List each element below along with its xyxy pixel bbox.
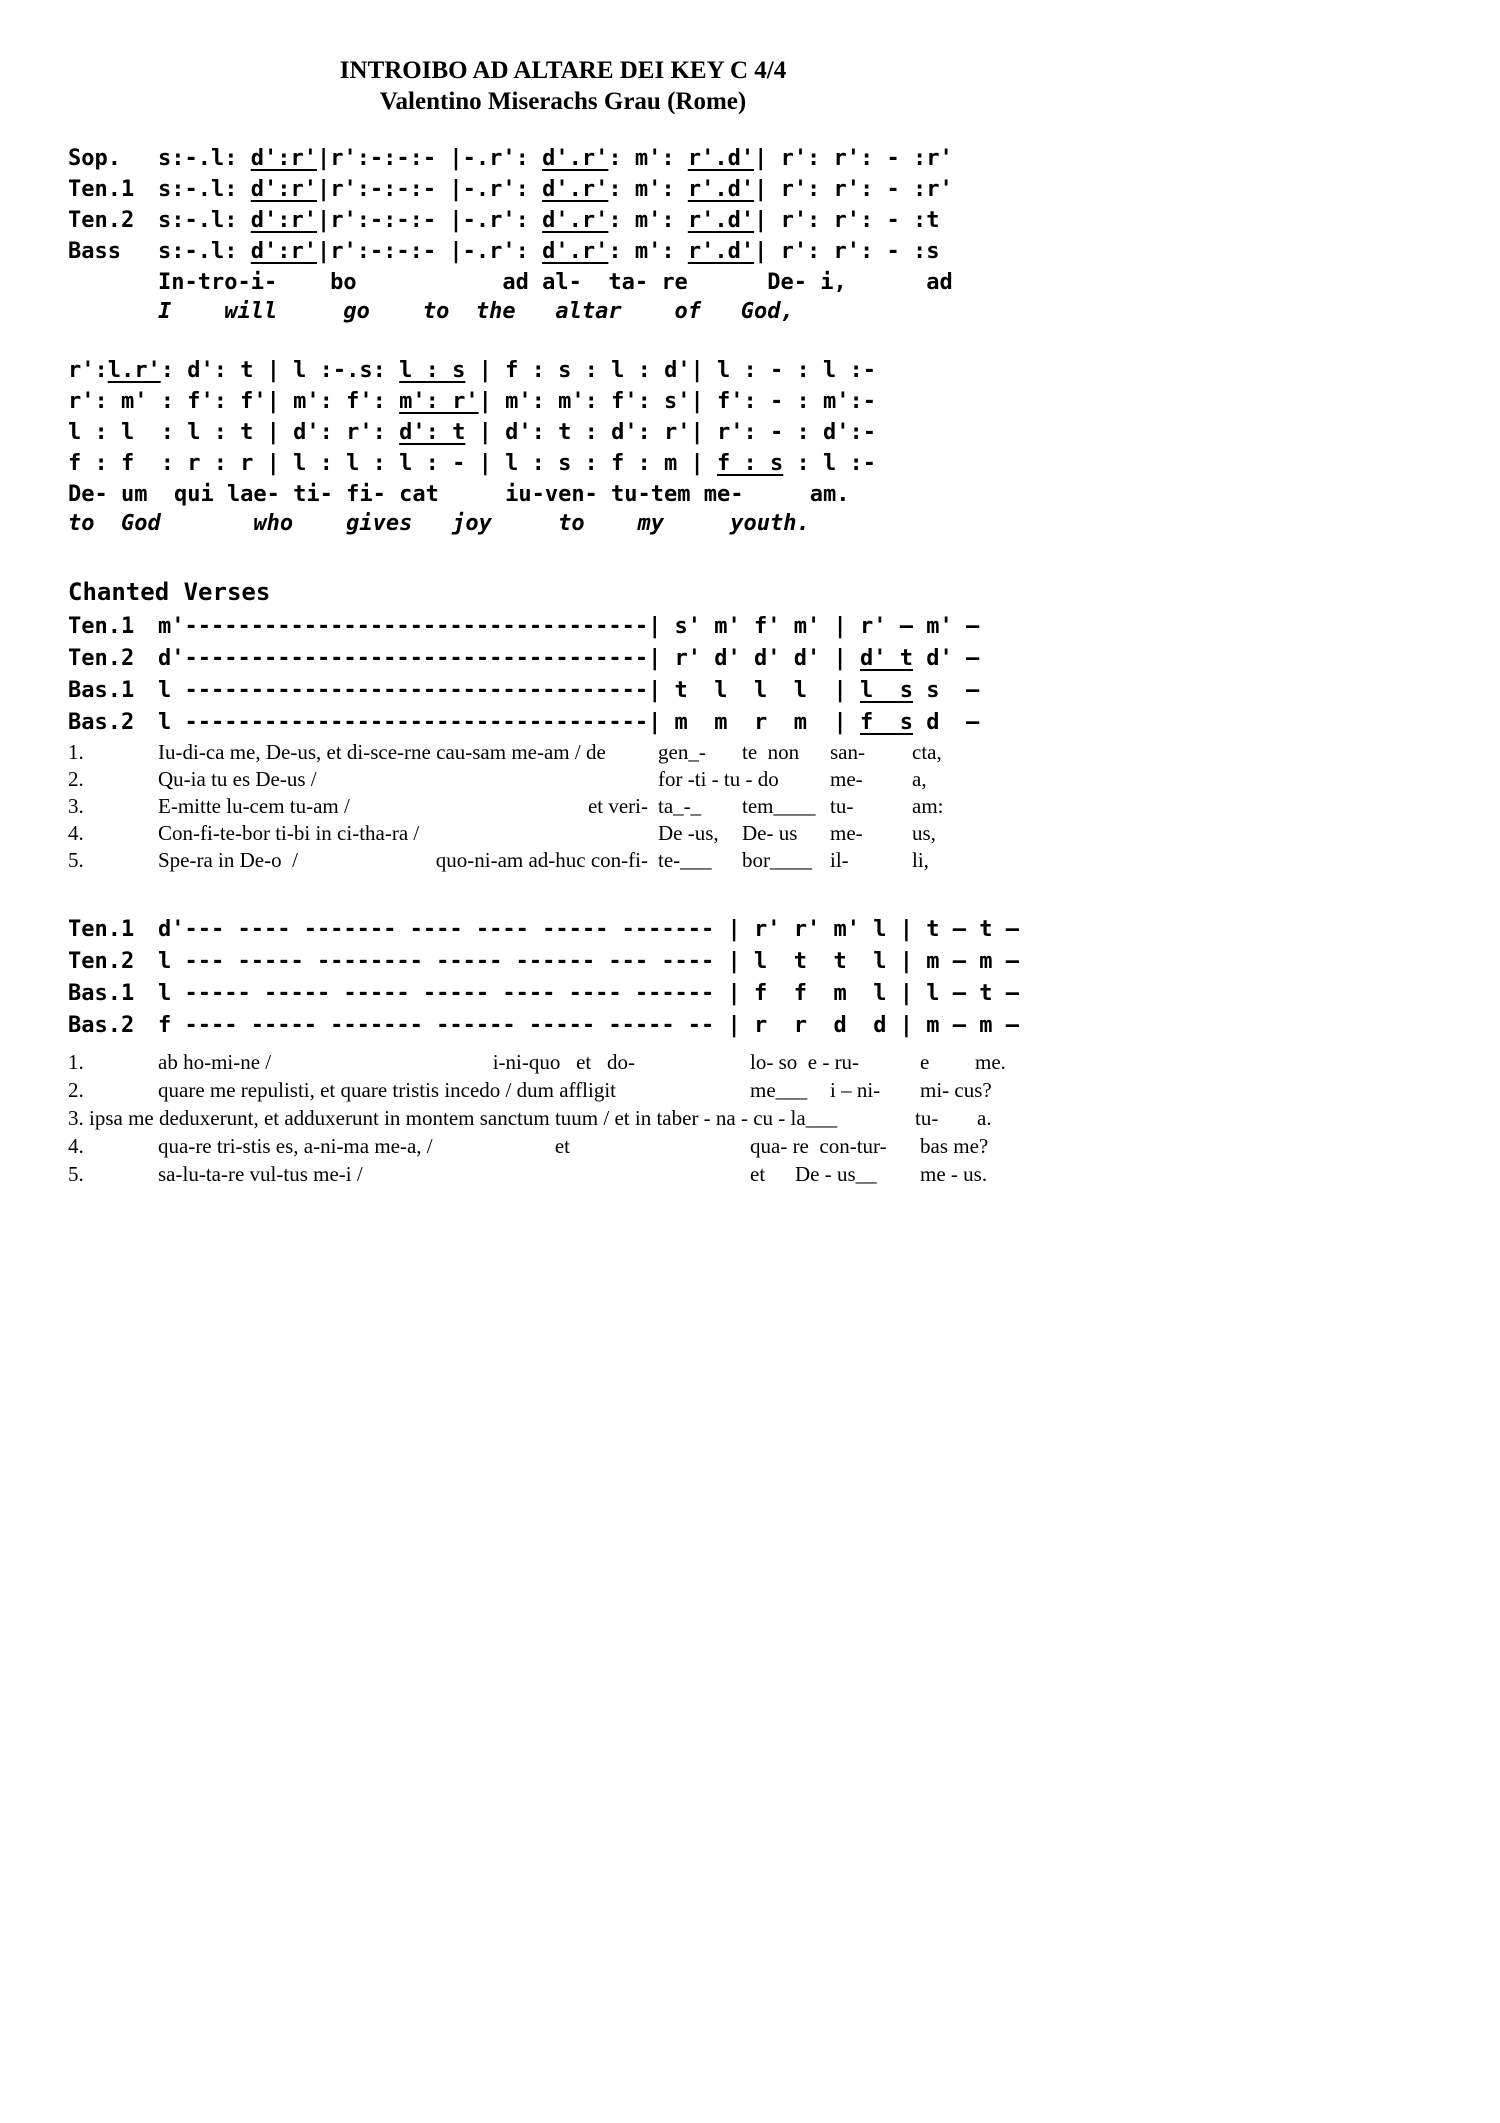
verse-col: te non — [742, 740, 800, 764]
verse-col: san- — [830, 740, 865, 764]
verse-text: E-mitte lu-cem tu-am / — [158, 794, 350, 818]
chant-system-1 — [68, 611, 1120, 739]
verse-row — [68, 1132, 1008, 1160]
translation-line-english: I will go to the altar of God, — [158, 299, 794, 324]
verse-mid-text: et — [554, 1134, 570, 1158]
verse-col: tem____ — [742, 794, 816, 818]
verse-col: li, — [912, 848, 929, 872]
notation-system-1 — [68, 143, 1120, 325]
notation-text: r':l.r': d': t | l :-.s: l : s | f : s : l : d'| l : - : l :- — [68, 358, 876, 383]
verse-text-area — [158, 820, 658, 847]
verse-col: bor____ — [742, 848, 812, 872]
voice-label-bas1: Bas.1 — [68, 678, 135, 703]
verse-text-area — [158, 1132, 750, 1160]
verse-text: quare me repulisti, et quare tristis incedo / dum affligit — [158, 1078, 616, 1102]
voice-label-ten1: Ten.1 — [68, 177, 135, 202]
notation-line-ten2 — [68, 417, 1120, 448]
chant-notation-text: d'-----------------------------------| r' d' d' d' | d' t d' – — [158, 646, 980, 671]
translation-line-english: to God who gives joy to my youth. — [68, 511, 810, 536]
verse-list-2 — [68, 1048, 1120, 1188]
notation-line-sop — [68, 355, 1120, 386]
verse-number: 4. — [68, 1134, 84, 1158]
verse-number: 1. — [68, 1050, 84, 1074]
chant-notation-text: l ----- ----- ----- ----- ---- ---- ------ | f f m l | l – t – — [158, 981, 1019, 1006]
verse-text: qua-re tri-stis es, a-ni-ma me-a, / — [158, 1134, 433, 1158]
notation-text: r': m' : f': f'| m': f': m': r'| m': m': f': s'| f': - : m':- — [68, 389, 876, 414]
verse-col: il- — [830, 848, 849, 872]
verse-col: tu- — [830, 794, 854, 818]
verse-col: ta_-_ — [658, 794, 702, 818]
verse-row — [68, 1076, 1008, 1104]
voice-label-bas2: Bas.2 — [68, 1013, 135, 1038]
verse-row — [68, 847, 1008, 874]
voice-label-bass: Bass — [68, 239, 121, 264]
verse-text-area — [158, 1048, 750, 1076]
verse-text-area — [158, 1160, 750, 1188]
notation-text: s:-.l: d':r'|r':-:-:- |-.r': d'.r': m': r'.d'| r': r': - :r' — [158, 177, 953, 202]
verse-col: for -ti - tu - do — [658, 767, 779, 791]
verse-col: me- — [830, 767, 863, 791]
chant-line-ten1 — [68, 611, 1120, 643]
verse-text: sa-lu-ta-re vul-tus me-i / — [158, 1162, 363, 1186]
chant-notation-text: l -----------------------------------| t l l l | l s s – — [158, 678, 980, 703]
chant-line-ten2 — [68, 643, 1120, 675]
verse-text: Con-fi-te-bor ti-bi in ci-tha-ra / — [158, 821, 420, 845]
chant-notation-text: f ---- ----- ------- ------ ----- ----- -- | r r d d | m – m – — [158, 1013, 1019, 1038]
chant-line-ten2 — [68, 946, 1120, 978]
verse-text: Qu-ia tu es De-us / — [158, 767, 317, 791]
verse-text-area — [158, 766, 658, 793]
voice-label-sop: Sop. — [68, 146, 121, 171]
verse-col: me___ — [750, 1078, 808, 1102]
verse-number: 5. — [68, 1162, 84, 1186]
notation-line-ten1 — [68, 386, 1120, 417]
voice-label-ten1: Ten.1 — [68, 614, 135, 639]
composer-subtitle: Valentino Miserachs Grau (Rome) — [379, 88, 747, 115]
verse-col: qua- re con-tur- — [750, 1134, 887, 1158]
verse-col: a. — [977, 1106, 992, 1130]
verse-text: Spe-ra in De-o / — [158, 848, 298, 872]
notation-line-ten2 — [68, 205, 1120, 236]
verse-col: De -us, — [658, 821, 719, 845]
verse-col: te-___ — [658, 848, 712, 872]
verse-list-1 — [68, 739, 1120, 874]
verse-col: bas me? — [920, 1134, 989, 1158]
verse-text: ab ho-mi-ne / — [158, 1050, 272, 1074]
verse-number: 1. — [68, 740, 84, 764]
voice-label-bas1: Bas.1 — [68, 981, 135, 1006]
lyrics-line-latin: De- um qui lae- ti- fi- cat iu-ven- tu-tem me- am. — [68, 482, 850, 507]
verse-row — [68, 766, 1008, 793]
chant-line-bas1 — [68, 675, 1120, 707]
notation-line-sop — [68, 143, 1120, 174]
verse-row — [68, 820, 1008, 847]
verse-col: a, — [912, 767, 927, 791]
voice-label-bas2: Bas.2 — [68, 710, 135, 735]
verse-mid-text: i-ni-quo et do- — [492, 1050, 635, 1074]
voice-label-ten1: Ten.1 — [68, 917, 135, 942]
notation-text: l : l : l : t | d': r': d': t | d': t : d': r'| r': - : d':- — [68, 420, 876, 445]
page-title: INTROIBO AD ALTARE DEI KEY C 4/4 — [339, 57, 787, 84]
verse-col: me- — [830, 821, 863, 845]
verse-full-text: 3. ipsa me deduxerunt, et adduxerunt in montem sanctum tuum / et in taber - na - cu - la___ — [68, 1106, 838, 1130]
notation-line-ten1 — [68, 174, 1120, 205]
verse-text-area — [158, 793, 658, 820]
chant-notation-text: d'--- ---- ------- ---- ---- ----- ------- | r' r' m' l | t – t – — [158, 917, 1019, 942]
verse-col: et — [750, 1162, 766, 1186]
verse-col: De - us__ — [795, 1162, 877, 1186]
notation-text: s:-.l: d':r'|r':-:-:- |-.r': d'.r': m': r'.d'| r': r': - :t — [158, 208, 940, 233]
header — [68, 55, 1058, 117]
chant-line-bas1 — [68, 978, 1120, 1010]
verse-row — [68, 739, 1008, 766]
verse-number: 5. — [68, 848, 84, 872]
verse-text: Iu-di-ca me, De-us, et di-sce-rne cau-sam me-am / de — [158, 740, 606, 764]
verse-col: De- us — [742, 821, 798, 845]
verse-number: 2. — [68, 1078, 84, 1102]
verse-col: gen_- — [658, 740, 706, 764]
chant-line-ten1 — [68, 914, 1120, 946]
notation-line-bass — [68, 236, 1120, 267]
verse-number: 2. — [68, 767, 84, 791]
verse-col: e — [920, 1050, 930, 1074]
verse-col: me. — [975, 1050, 1006, 1074]
chant-notation-text: m'-----------------------------------| s' m' f' m' | r' – m' – — [158, 614, 980, 639]
verse-col: i – ni- — [830, 1078, 881, 1102]
verse-col: mi- cus? — [920, 1078, 992, 1102]
notation-text: f : f : r : r | l : l : l : - | l : s : f : m | f : s : l :- — [68, 451, 876, 476]
verse-row — [68, 793, 1008, 820]
notation-system-2 — [68, 355, 1120, 537]
voice-label-ten2: Ten.2 — [68, 949, 135, 974]
chant-notation-text: l -----------------------------------| m m r m | f s d – — [158, 710, 980, 735]
voice-label-ten2: Ten.2 — [68, 646, 135, 671]
verse-number: 4. — [68, 821, 84, 845]
chant-system-2 — [68, 914, 1120, 1042]
voice-label-ten2: Ten.2 — [68, 208, 135, 233]
chant-line-bas2 — [68, 707, 1120, 739]
notation-text: s:-.l: d':r'|r':-:-:- |-.r': d'.r': m': r'.d'| r': r': - :r' — [158, 146, 953, 171]
verse-number: 3. — [68, 794, 84, 818]
chant-notation-text: l --- ----- -------- ----- ------ --- ---- | l t t l | m – m – — [158, 949, 1019, 974]
verse-col: us, — [912, 821, 936, 845]
verse-text-area — [158, 739, 658, 766]
verse-col: tu- — [915, 1106, 939, 1130]
verse-col: cta, — [912, 740, 942, 764]
verse-col: lo- so e - ru- — [750, 1050, 860, 1074]
chanted-verses-heading: Chanted Verses — [68, 578, 271, 606]
verse-row — [68, 1048, 1008, 1076]
lyrics-line-latin: In-tro-i- bo ad al- ta- re De- i, ad — [158, 270, 953, 295]
verse-row — [68, 1160, 1008, 1188]
notation-line-bass — [68, 448, 1120, 479]
verse-row — [68, 1104, 1008, 1132]
verse-text-area — [158, 1076, 750, 1104]
verse-col: am: — [912, 794, 944, 818]
score-page — [0, 0, 1120, 1188]
verse-mid-text: quo-ni-am ad-huc con-fi- — [435, 848, 648, 872]
verse-text-area — [158, 847, 658, 874]
chant-line-bas2 — [68, 1010, 1120, 1042]
notation-text: s:-.l: d':r'|r':-:-:- |-.r': d'.r': m': r'.d'| r': r': - :s — [158, 239, 940, 264]
verse-col: me - us. — [920, 1162, 988, 1186]
verse-mid-text: et veri- — [587, 794, 648, 818]
